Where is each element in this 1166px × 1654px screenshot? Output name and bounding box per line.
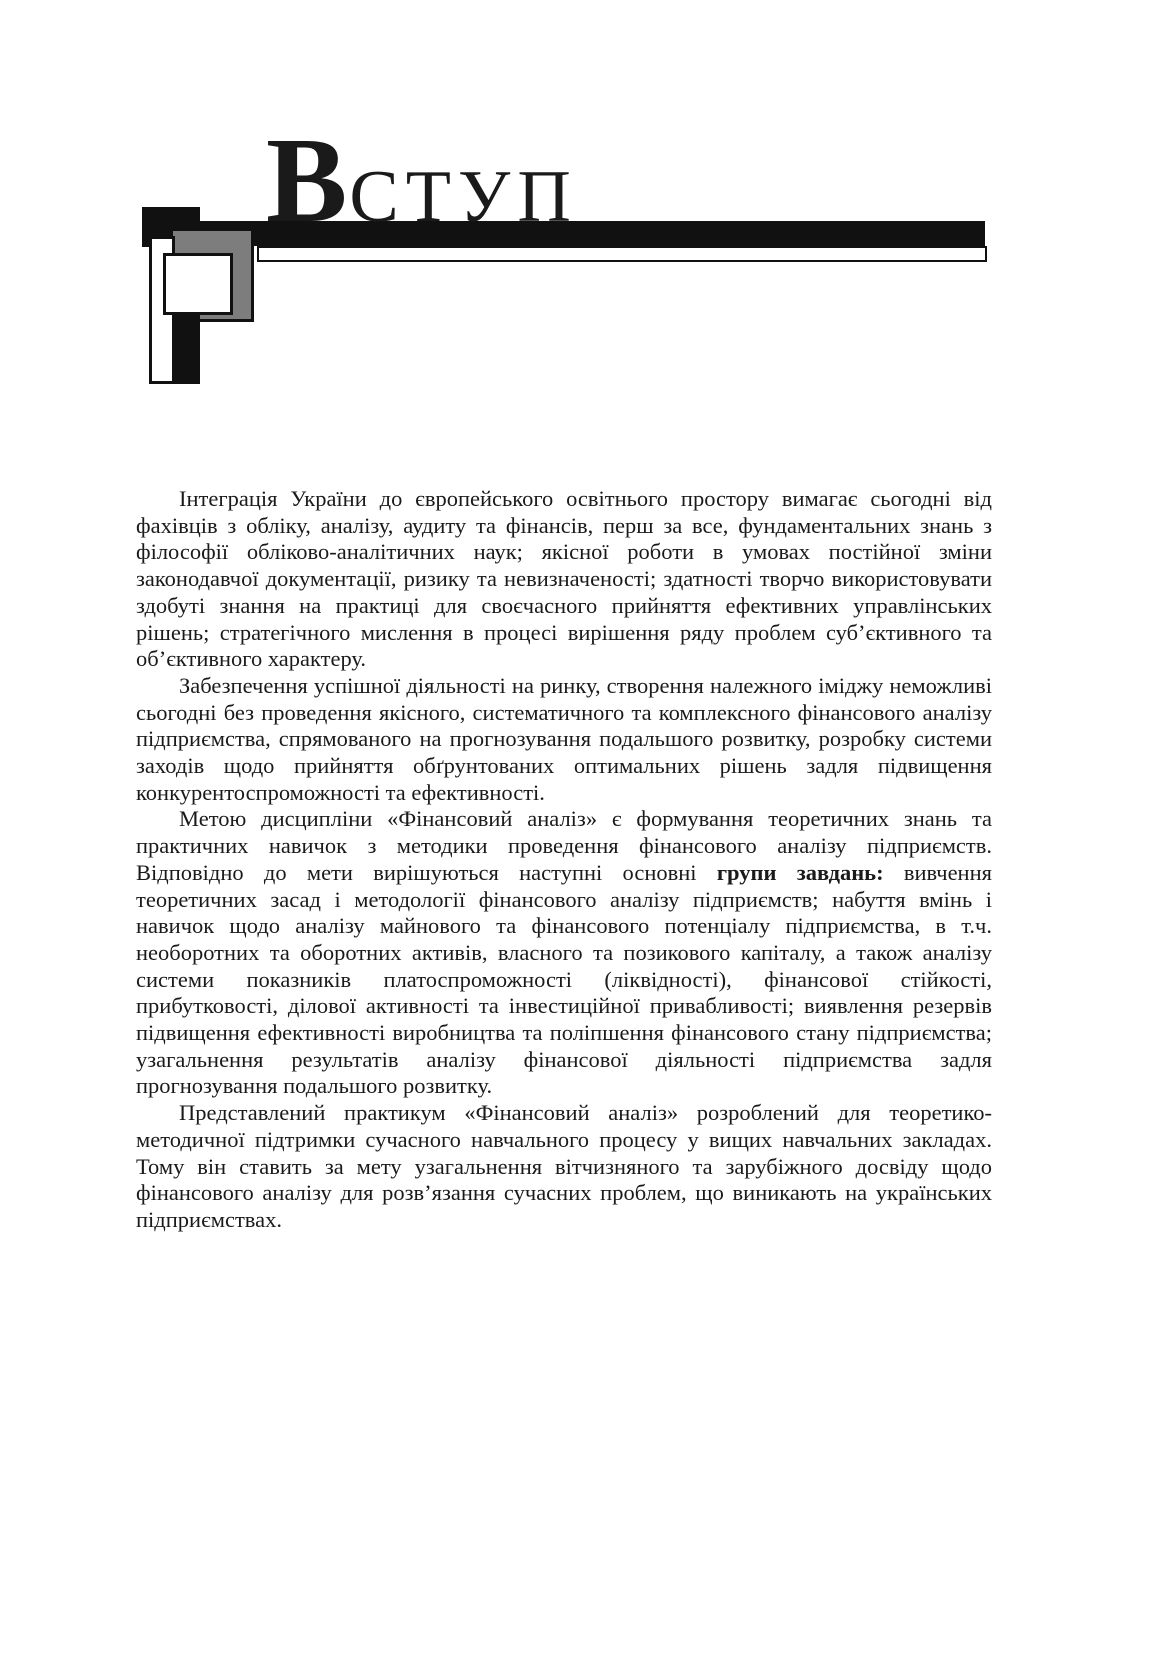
chapter-title <box>266 113 578 248</box>
paragraph <box>136 1100 992 1234</box>
paragraph-run-bold: групи завдань: <box>716 859 884 885</box>
body-text <box>136 486 992 1234</box>
ornament-white-square <box>163 253 233 315</box>
paragraph-run: Забезпечення успішної діяльності на ринку, створення належного іміджу неможливі сьогодні без проведення якісного, систематичного та комплексного фінансового аналізу підприємства, спрямованого на прогнозування подальшого розвитку, розробку системи заходів щодо прийняття обґрунтованих оптимальних рішень задля підвищення конкурентоспроможності та ефективності. <box>136 672 992 805</box>
paragraph-run: Метою дисципліни «Фінансовий аналіз» є формування теоретичних знань та практичних навичок з методики проведення фінансового аналізу підприємств. Відповідно до мети вирішуються наступні основні <box>136 806 992 885</box>
paragraph-run: Представлений практикум «Фінансовий аналіз» розроблений для теоретико-методичної підтримки сучасного навчального процесу у вищих навчальних закладах. Тому він ставить за мету узагальнення вітчизняного та зарубіжного досвіду щодо фінансового аналізу для розв’язання сучасних проблем, що виникають на українських підприємствах. <box>136 1100 992 1232</box>
paragraph-run: вивчення теоретичних засад і методології фінансового аналізу підприємств; набуття вмінь і навичок щодо аналізу майнового та фінансового потенціалу підприємства, в т.ч. необоротних та оборотних активів, власного та позикового капіталу, а також аналізу системи показників платоспроможності (ліквідності), фінансової стійкості, прибутковості, ділової активності та інвестиційної привабливості; виявлення резервів підвищення ефективності виробництва та поліпшення фінансового стану підприємства; узагальнення результатів аналізу фінансової діяльності підприємства задля прогнозування подальшого розвитку. <box>136 859 992 1099</box>
paragraph-run: Інтеграція України до європейського освітнього простору вимагає сьогодні від фахівців з обліку, аналізу, аудиту та фінансів, перш за все, фундаментальних знань з філософії обліково-аналітичних наук; якісної роботи в умовах постійної зміни законодавчої документації, ризику та невизначеності; здатності творчо використовувати здобуті знання на практиці для своєчасного прийняття ефективних управлінських рішень; стратегічного мислення в процесі вирішення ряду проблем суб’єктивного та об’єктивного характеру. <box>136 486 992 672</box>
paragraph <box>136 806 992 1100</box>
chapter-title-initial: В <box>266 113 350 248</box>
header-rule-shadow <box>257 246 987 262</box>
chapter-title-rest: СТУП <box>349 156 578 238</box>
paragraph <box>136 673 992 807</box>
ornament-bottom-block <box>175 312 200 384</box>
paragraph <box>136 486 992 673</box>
chapter-header <box>0 0 1166 400</box>
